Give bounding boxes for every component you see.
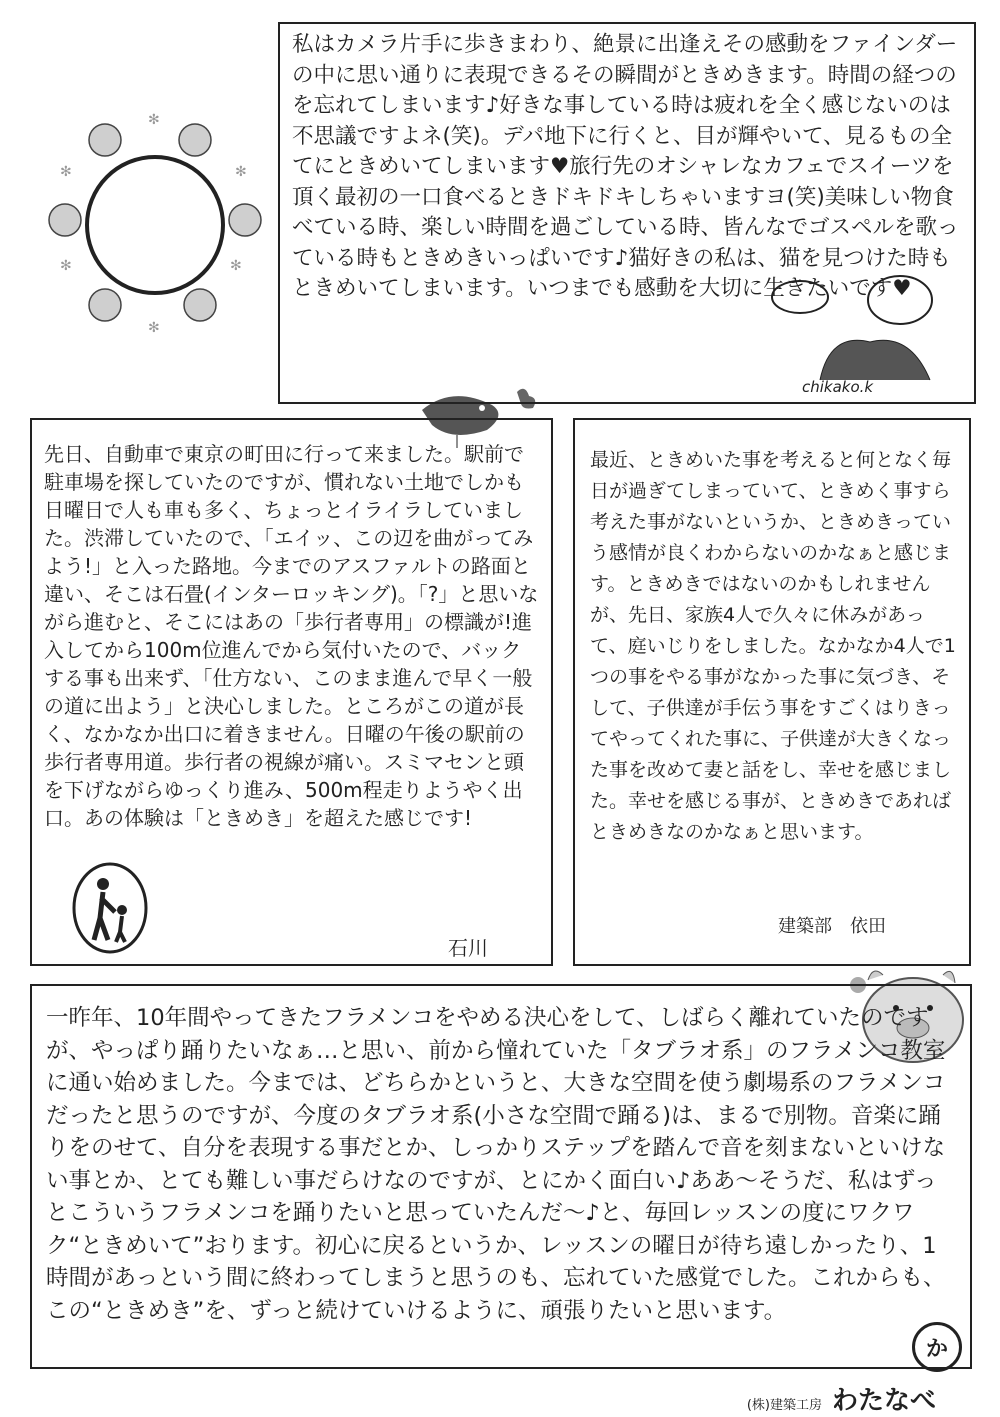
company-name: わたなべ — [831, 1386, 936, 1416]
ka-badge: か — [912, 1322, 962, 1372]
svg-text:✻: ✻ — [60, 164, 72, 180]
svg-text:✻: ✻ — [235, 164, 247, 180]
svg-text:✻: ✻ — [230, 258, 242, 274]
svg-text:✻: ✻ — [148, 112, 160, 128]
essay-text-1: 私はカメラ片手に歩きまわり、絶景に出逢えその感動をファインダーの中に思い通りに表現できるその瞬間がときめきます。時間の経つのを忘れてしまいます♪好きな事している時は疲れを全く感じないのは不思議ですよネ(笑)。デパ地下に行くと、目が輝やいて、見るもの全てにときめいてしまいます♥旅行先のオシャレなカフェでスイーツを頂く最初の一口食べるときドキドキしちゃいますヨ(笑)美味しい物食べている時、楽しい時間を過ごしている時、皆んなでゴスペルを歌っている時もときめきいっぱいです♪猫好きの私は、猫を見つけた時もときめいてしまいます。いつまでも感動を大切に生きたいです♥ — [292, 32, 959, 301]
pedestrian-sign-icon — [70, 862, 150, 954]
essay-text-3: 最近、ときめいた事を考えると何となく毎日が過ぎてしまっていて、ときめく事すら考えた事がないというか、ときめきっていう感情が良くわからないのかなぁと感じます。ときめきではないのかもしれませんが、先日、家族4人で久々に休みがあって、庭いじりをしました。なかなか4人で1つの事をやる事がなかった事に気づき、そして、子供達が手伝う事をすごくはりきってやってくれた事に、子供達が大きくなった事を改めて妻と話をし、幸せを感じました。幸せを感じる事が、ときめきであればときめきなのかなぁと思います。 — [590, 449, 956, 843]
essay-text-2: 先日、自動車で東京の町田に行って来ました。駅前で駐車場を探していたのですが、慣れない土地でしかも日曜日で人も車も多く、ちょっとイライラしていました。渋滞していたので、「エイッ、この辺を曲がってみよう!」と入った路地。今までのアスファルトの路面と違い、そこは石畳(インターロッキング)。「?」と思いながら進むと、そこにはあの「歩行者専用」の標識が!進入してから100m位進んでから気付いたので、バックする事も出来ず、「仕方ない、このまま進んで早く一般の道に出よう」と決心しました。ところがこの道が長く、なかなか出口に着きません。日曜の午後の駅前の歩行者専用道。歩行者の視線が痛い。スミマセンと頭を下げながらゆっくり進み、500m程走りようやく出口。あの体験は「ときめき」を超えた感じです! — [44, 442, 539, 830]
company-prefix: (株)建築工房 — [746, 1398, 822, 1413]
essay-signature-2: 石川 — [448, 936, 488, 960]
svg-text:✻: ✻ — [148, 320, 160, 336]
company-footer — [747, 1380, 936, 1417]
essay-text-4: 一昨年、10年間やってきたフラメンコをやめる決心をして、しばらく離れていたのですが、やっぱり踊りたいなぁ…と思い、前から憧れていた「タブラオ系」のフラメンコ教室に通い始めました。今までは、どちらかというと、大きな空間を使う劇場系のフラメンコだったと思うのですが、今度のタブラオ系(小さな空間で踊る)は、まるで別物。音楽に踊りをのせて、自分を表現する事だとか、しっかりステップを踏んで音を刻まないといけない事とか、とても難しい事だらけなのですが、とにかく面白い♪ああ～そうだ、私はずっとこういうフラメンコを踊りたいと思っていたんだ～♪と、毎回レッスンの度にワクワク“ときめいて”おります。初心に戻るというか、レッスンの曜日が待ち遠しかったり、1時間があっという間に終わってしまうと思うのも、忘れていた感覚でした。これからも、この“ときめき”を、ずっと続けていけるように、頑張りたいと思います。 — [46, 1005, 946, 1324]
essay-signature-3: 建築部 依田 — [778, 916, 886, 937]
friends-circle-illustration — [40, 110, 280, 340]
svg-text:✻: ✻ — [60, 258, 72, 274]
essay-signature-1: chikako.k — [802, 378, 874, 396]
